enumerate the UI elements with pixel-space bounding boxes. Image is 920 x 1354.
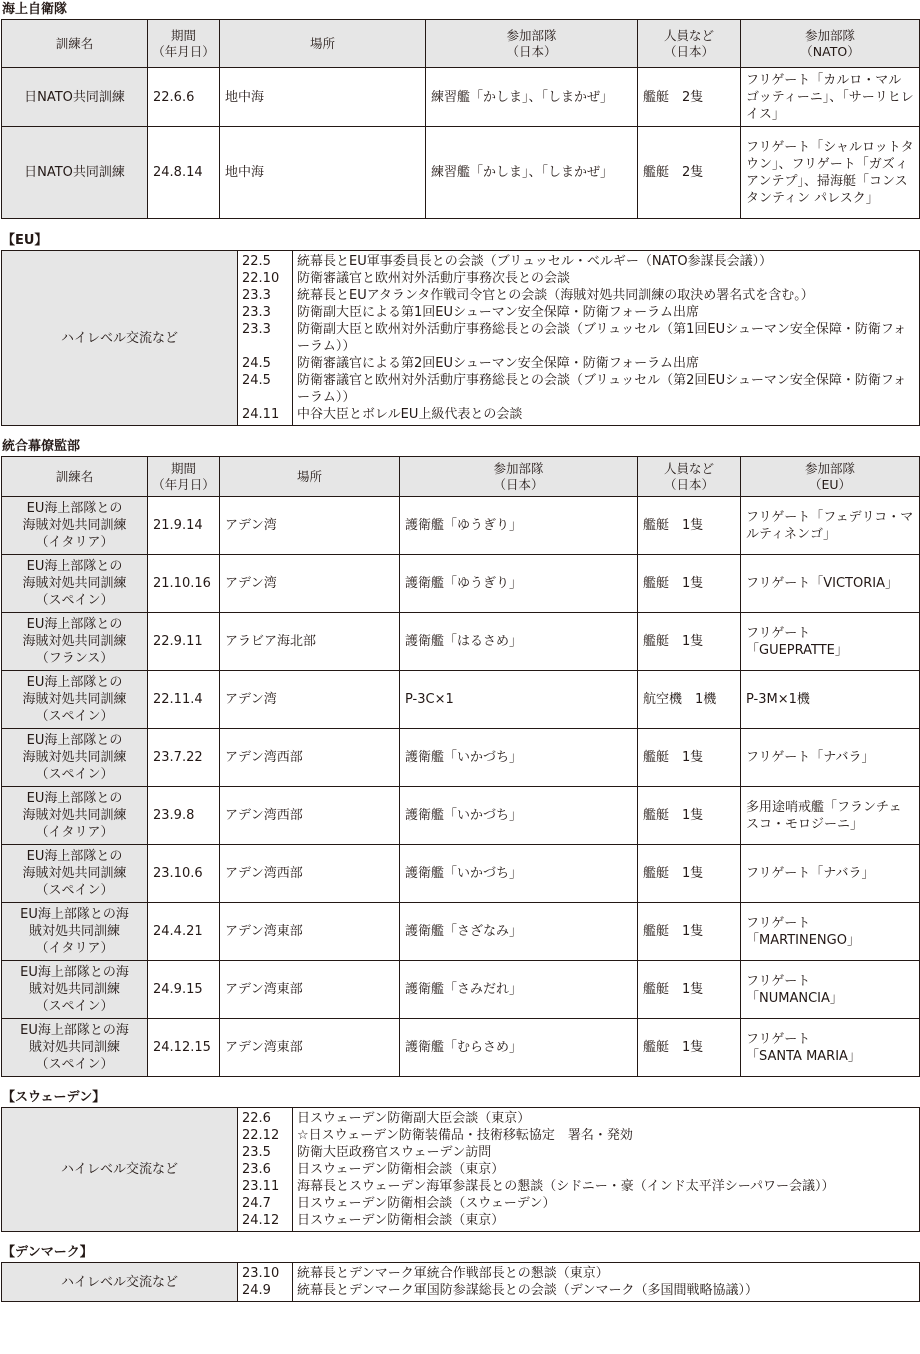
header-period: 期間 （年月日） (148, 20, 220, 68)
highlevel-label: ハイレベル交流など (2, 1108, 238, 1232)
cell-place: アデン湾西部 (220, 787, 400, 845)
cell-training-name: 日NATO共同訓練 (2, 68, 148, 127)
event-date: 23.6 (238, 1161, 293, 1178)
event-text: 統幕長とデンマーク軍統合作戦部長との懇談（東京） (293, 1263, 920, 1283)
cell-period: 23.7.22 (148, 729, 220, 787)
section-title-eu: 【EU】 (2, 233, 48, 248)
event-date: 24.7 (238, 1195, 293, 1212)
table-row (2, 903, 920, 961)
cell-personnel-japan: 艦艇 1隻 (638, 497, 741, 555)
event-date: 24.11 (238, 406, 293, 426)
event-text: 日スウェーデン防衛相会談（東京） (293, 1212, 920, 1232)
cell-personnel-japan: 艦艇 1隻 (638, 1019, 741, 1077)
event-text: 日スウェーデン防衛相会談（東京） (293, 1161, 920, 1178)
event-date: 23.3 (238, 304, 293, 321)
event-date: 23.11 (238, 1178, 293, 1195)
event-date: 23.5 (238, 1144, 293, 1161)
cell-training-name: EU海上部隊との海 賊対処共同訓練 （スペイン） (2, 1019, 148, 1077)
highlevel-label: ハイレベル交流など (2, 1263, 238, 1302)
event-text: 統幕長とEUアタランタ作戦司令官との会談（海賊対処共同訓練の取決め署名式を含む。） (293, 287, 920, 304)
cell-period: 23.10.6 (148, 845, 220, 903)
cell-personnel-japan: 艦艇 1隻 (638, 555, 741, 613)
cell-unit-japan: 護衛艦「ゆうぎり」 (400, 497, 638, 555)
cell-unit-japan: 護衛艦「いかづち」 (400, 787, 638, 845)
cell-place: アデン湾東部 (220, 961, 400, 1019)
cell-training-name: EU海上部隊との 海賊対処共同訓練 （スペイン） (2, 555, 148, 613)
cell-unit-japan: 護衛艦「むらさめ」 (400, 1019, 638, 1077)
cell-unit-japan: 護衛艦「さみだれ」 (400, 961, 638, 1019)
header-unit-partner: 参加部隊 （NATO） (741, 20, 920, 68)
cell-unit-japan: 護衛艦「いかづち」 (400, 729, 638, 787)
cell-period: 22.11.4 (148, 671, 220, 729)
header-training-name: 訓練名 (2, 20, 148, 68)
cell-personnel-japan: 艦艇 1隻 (638, 845, 741, 903)
cell-unit-japan: 練習艦「かしま」、「しまかぜ」 (426, 68, 638, 127)
cell-place: アデン湾 (220, 555, 400, 613)
event-text: 日スウェーデン防衛相会談（スウェーデン） (293, 1195, 920, 1212)
cell-period: 24.12.15 (148, 1019, 220, 1077)
event-date: 22.5 (238, 251, 293, 271)
table-row (2, 613, 920, 671)
cell-period: 23.9.8 (148, 787, 220, 845)
cell-training-name: EU海上部隊との 海賊対処共同訓練 （スペイン） (2, 671, 148, 729)
cell-training-name: EU海上部隊との海 賊対処共同訓練 （イタリア） (2, 903, 148, 961)
cell-unit-japan: 護衛艦「はるさめ」 (400, 613, 638, 671)
event-text: 防衛副大臣と欧州対外活動庁事務総長との会談（ブリュッセル（第1回EUシューマン安全保障・防衛フォーラム）） (293, 321, 920, 355)
cell-place: アデン湾東部 (220, 903, 400, 961)
event-text: 日スウェーデン防衛副大臣会談（東京） (293, 1108, 920, 1128)
list-item (2, 1108, 920, 1128)
header-unit-japan: 参加部隊 （日本） (400, 457, 638, 497)
cell-place: アデン湾 (220, 671, 400, 729)
header-place: 場所 (220, 20, 426, 68)
table-row (2, 729, 920, 787)
cell-unit-japan: 護衛艦「ゆうぎり」 (400, 555, 638, 613)
cell-training-name: 日NATO共同訓練 (2, 127, 148, 219)
cell-unit-japan: 練習艦「かしま」、「しまかぜ」 (426, 127, 638, 219)
section-title-joint: 統合幕僚監部 (2, 439, 81, 454)
highlevel-label: ハイレベル交流など (2, 251, 238, 426)
cell-place: アデン湾 (220, 497, 400, 555)
cell-personnel-japan: 艦艇 1隻 (638, 729, 741, 787)
cell-period: 22.6.6 (148, 68, 220, 127)
event-text: 防衛審議官と欧州対外活動庁事務総長との会談（ブリュッセル（第2回EUシューマン安全保障・防衛フォーラム）） (293, 372, 920, 406)
table-header-row (2, 20, 920, 68)
cell-unit-partner: フリゲート 「NUMANCIA」 (741, 961, 920, 1019)
cell-training-name: EU海上部隊との 海賊対処共同訓練 （スペイン） (2, 845, 148, 903)
header-personnel-japan: 人員など （日本） (638, 20, 741, 68)
section-title-jmsdf: 海上自衛隊 (2, 2, 68, 17)
table-row (2, 497, 920, 555)
cell-place: アラビア海北部 (220, 613, 400, 671)
event-date: 23.10 (238, 1263, 293, 1283)
event-date: 23.3 (238, 287, 293, 304)
cell-period: 21.10.16 (148, 555, 220, 613)
event-text: 防衛副大臣による第1回EUシューマン安全保障・防衛フォーラム出席 (293, 304, 920, 321)
cell-unit-japan: P-3C×1 (400, 671, 638, 729)
cell-unit-partner: フリゲート「ナバラ」 (741, 729, 920, 787)
header-unit-japan: 参加部隊 （日本） (426, 20, 638, 68)
denmark-highlevel-table (1, 1262, 920, 1302)
table-row (2, 961, 920, 1019)
event-text: 防衛大臣政務官スウェーデン訪問 (293, 1144, 920, 1161)
cell-training-name: EU海上部隊との 海賊対処共同訓練 （イタリア） (2, 787, 148, 845)
table-row (2, 555, 920, 613)
event-text: 統幕長とEU軍事委員長との会談（ブリュッセル・ベルギー（NATO参謀長会議）） (293, 251, 920, 271)
cell-place: 地中海 (220, 68, 426, 127)
cell-period: 24.8.14 (148, 127, 220, 219)
cell-unit-partner: フリゲート 「GUEPRATTE」 (741, 613, 920, 671)
eu-training-table (1, 456, 920, 1077)
cell-training-name: EU海上部隊との 海賊対処共同訓練 （イタリア） (2, 497, 148, 555)
list-item (2, 1263, 920, 1283)
cell-personnel-japan: 航空機 1機 (638, 671, 741, 729)
table-row (2, 845, 920, 903)
event-date: 24.5 (238, 355, 293, 372)
header-unit-partner: 参加部隊 （EU） (741, 457, 920, 497)
table-row (2, 1019, 920, 1077)
cell-unit-partner: フリゲート「VICTORIA」 (741, 555, 920, 613)
cell-unit-partner: フリゲート 「MARTINENGO」 (741, 903, 920, 961)
event-text: 防衛審議官と欧州対外活動庁事務次長との会談 (293, 270, 920, 287)
cell-personnel-japan: 艦艇 1隻 (638, 903, 741, 961)
section-title-denmark: 【デンマーク】 (2, 1245, 93, 1260)
list-item (2, 251, 920, 271)
section-title-sweden: 【スウェーデン】 (2, 1090, 106, 1105)
cell-unit-partner: フリゲート 「SANTA MARIA」 (741, 1019, 920, 1077)
cell-unit-partner: フリゲート「ナバラ」 (741, 845, 920, 903)
cell-training-name: EU海上部隊との海 賊対処共同訓練 （スペイン） (2, 961, 148, 1019)
event-text: 統幕長とデンマーク軍国防参謀総長との会談（デンマーク（多国間戦略協議）） (293, 1282, 920, 1302)
header-training-name: 訓練名 (2, 457, 148, 497)
event-date: 24.9 (238, 1282, 293, 1302)
cell-training-name: EU海上部隊との 海賊対処共同訓練 （フランス） (2, 613, 148, 671)
cell-personnel-japan: 艦艇 2隻 (638, 127, 741, 219)
cell-place: アデン湾東部 (220, 1019, 400, 1077)
event-date: 23.3 (238, 321, 293, 355)
cell-unit-japan: 護衛艦「いかづち」 (400, 845, 638, 903)
cell-unit-partner: フリゲート「シャルロットタウン」、フリゲート「ガズィアンテプ」、掃海艇「コンスタンティン パレスク」 (741, 127, 920, 219)
cell-training-name: EU海上部隊との 海賊対処共同訓練 （スペイン） (2, 729, 148, 787)
cell-personnel-japan: 艦艇 1隻 (638, 961, 741, 1019)
table-header-row (2, 457, 920, 497)
event-date: 22.6 (238, 1108, 293, 1128)
header-period: 期間 （年月日） (148, 457, 220, 497)
cell-unit-partner: 多用途哨戒艦「フランチェスコ・モロジーニ」 (741, 787, 920, 845)
event-text: 防衛審議官による第2回EUシューマン安全保障・防衛フォーラム出席 (293, 355, 920, 372)
event-date: 24.12 (238, 1212, 293, 1232)
cell-unit-partner: フリゲート「フェデリコ・マルティネンゴ」 (741, 497, 920, 555)
event-text: ☆日スウェーデン防衛装備品・技術移転協定 署名・発効 (293, 1127, 920, 1144)
cell-personnel-japan: 艦艇 1隻 (638, 787, 741, 845)
event-date: 22.12 (238, 1127, 293, 1144)
table-row (2, 671, 920, 729)
cell-period: 24.4.21 (148, 903, 220, 961)
sweden-highlevel-table (1, 1107, 920, 1232)
cell-personnel-japan: 艦艇 1隻 (638, 613, 741, 671)
cell-period: 24.9.15 (148, 961, 220, 1019)
event-date: 24.5 (238, 372, 293, 406)
cell-unit-partner: P-3M×1機 (741, 671, 920, 729)
header-personnel-japan: 人員など （日本） (638, 457, 741, 497)
table-row (2, 787, 920, 845)
cell-unit-partner: フリゲート「カルロ・マルゴッティーニ」、「サーリヒレイス」 (741, 68, 920, 127)
eu-highlevel-table (1, 250, 920, 426)
event-text: 海幕長とスウェーデン海軍参謀長との懇談（シドニー・豪（インド太平洋シーパワー会議）） (293, 1178, 920, 1195)
table-row (2, 68, 920, 127)
cell-personnel-japan: 艦艇 2隻 (638, 68, 741, 127)
cell-place: アデン湾西部 (220, 845, 400, 903)
event-text: 中谷大臣とボレルEU上級代表との会談 (293, 406, 920, 426)
cell-place: アデン湾西部 (220, 729, 400, 787)
table-row (2, 127, 920, 219)
header-place: 場所 (220, 457, 400, 497)
nato-training-table (1, 19, 920, 219)
cell-place: 地中海 (220, 127, 426, 219)
cell-period: 22.9.11 (148, 613, 220, 671)
event-date: 22.10 (238, 270, 293, 287)
cell-period: 21.9.14 (148, 497, 220, 555)
cell-unit-japan: 護衛艦「さざなみ」 (400, 903, 638, 961)
